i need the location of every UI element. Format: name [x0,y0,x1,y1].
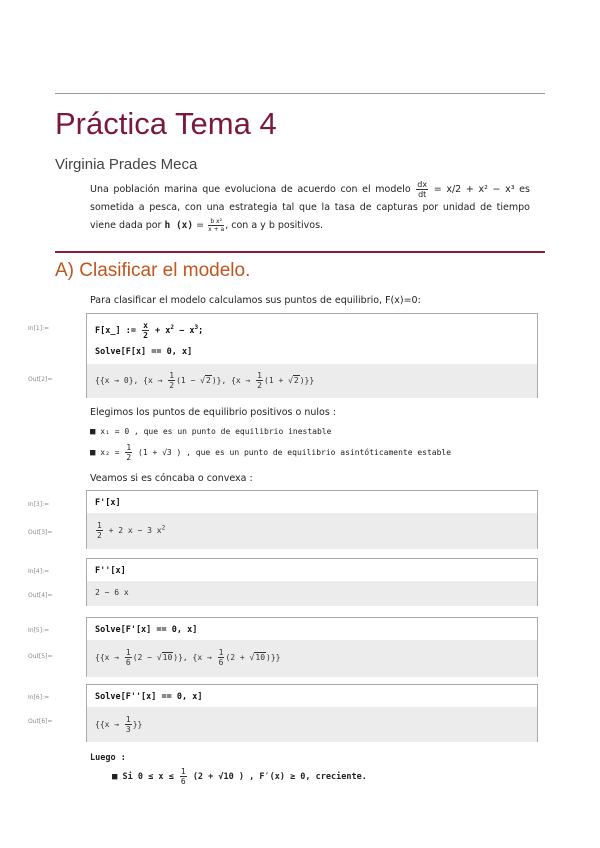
h-definition: h (x) [164,220,194,231]
bullet-text: (1 + √3 ) , que es un punto de equilibrio asintóticamente estable [138,448,452,457]
cell-output-area [87,707,537,742]
intro-text-1: Una población marina que evoluciona de acuerdo con el modelo [90,184,411,195]
cell-output: 2 − 6 x [95,588,129,597]
cell-output: {{x → $\frac{1}{3}$ }} [95,715,143,734]
model-derivative: $\frac{dx}{dt}$ [417,180,428,199]
notebook-cell[interactable] [86,490,538,549]
cell-input-line[interactable]: Solve[F''[x] == 0, x] [95,692,203,702]
bullet-item: ■ x₂ = $\frac{1}{2}$ (1 + √3 ) , que es un punto de equilibrio asintóticamente estable [90,443,452,462]
h-fraction: $\frac{\text{b x²}}{x + a}$ [208,218,225,233]
page-title: Práctica Tema 4 [55,106,277,141]
notebook-cell[interactable] [86,684,538,742]
cell-output: $\frac{1}{2}$ + 2 x − 3 $x^2$ [97,521,166,540]
h-equals: = [196,220,205,231]
cell-output: {{x → 0}, {x → $\frac{1}{2}$ (1 − √2)}, {x → $\frac{1}{2}$ (1 + √2)}} [95,371,315,390]
cell-input-line[interactable]: Solve[F'[x] == 0, x] [95,625,198,635]
author-name: Virginia Prades Meca [55,156,198,173]
paragraph-concavity: Veamos si es cóncaba o convexa : [90,473,253,484]
conclusion-text: Si 0 ≤ x ≤ [122,772,174,782]
input-label: In[4]:= [28,568,50,575]
output-label: Out[3]= [28,529,53,536]
cell-input-line[interactable]: F'[x] [95,498,121,508]
intro-paragraph [90,180,530,235]
model-rhs: = x/2 + x² − x³ [433,184,515,195]
cell-input-line[interactable]: F[x_] := $\frac{x}{2}$ + $x^2 - x^3$; [95,321,204,340]
input-label: In[1]:= [28,325,50,332]
conclusion-bullet: ■ Si 0 ≤ x ≤ $\frac{1}{6}$ (2 + √10 ) , F′(x) ≥ 0, creciente. [112,767,367,786]
notebook-cell[interactable] [86,313,538,398]
output-label: Out[5]= [28,653,53,660]
bullet-item [90,423,530,441]
bullet-text: x₁ = 0 , que es un punto de equilibrio inestable [100,427,332,436]
section-divider [55,251,545,253]
section-heading: A) Clasificar el modelo. [55,260,251,281]
conclusion-label: Luego : [90,753,126,763]
bullet-icon: ■ [112,772,118,782]
notebook-cell[interactable] [86,558,538,606]
output-label: Out[6]= [28,718,53,725]
input-label: In[3]:= [28,501,50,508]
intro-text-3: , con a y b positivos. [225,220,324,231]
output-label: Out[2]= [28,376,53,383]
input-label: In[6]:= [28,694,50,701]
bullet-icon: ■ [90,448,96,458]
input-label: In[5]:= [28,627,50,634]
output-label: Out[4]= [28,592,53,599]
cell-output-area [87,581,537,606]
notebook-cell[interactable] [86,617,538,677]
cell-input-line[interactable]: Solve[F[x] == 0, x] [95,347,193,357]
cell-output: {{x → $\frac{1}{6}$ (2 − √10)}, {x → $\frac{1}{6}$ (2 + √10)}} [95,648,281,667]
top-divider [55,93,545,94]
paragraph-positive-points: Elegimos los puntos de equilibrio positivos o nulos : [90,407,337,418]
paragraph-equilibrium: Para clasificar el modelo calculamos sus puntos de equilibrio, F(x)=0: [90,295,421,306]
conclusion-text: (2 + √10 ) , [192,772,255,782]
bullet-icon: ■ [90,427,96,437]
conclusion-text: F′(x) ≥ 0, creciente. [259,772,367,782]
bullet-text: x₂ = [100,448,120,457]
intro-text-2: es sometida a pesca, con una estrategia tal que la tasa de capturas por unidad de tiempo viene dada por [90,184,530,231]
cell-input-line[interactable]: F''[x] [95,566,126,576]
